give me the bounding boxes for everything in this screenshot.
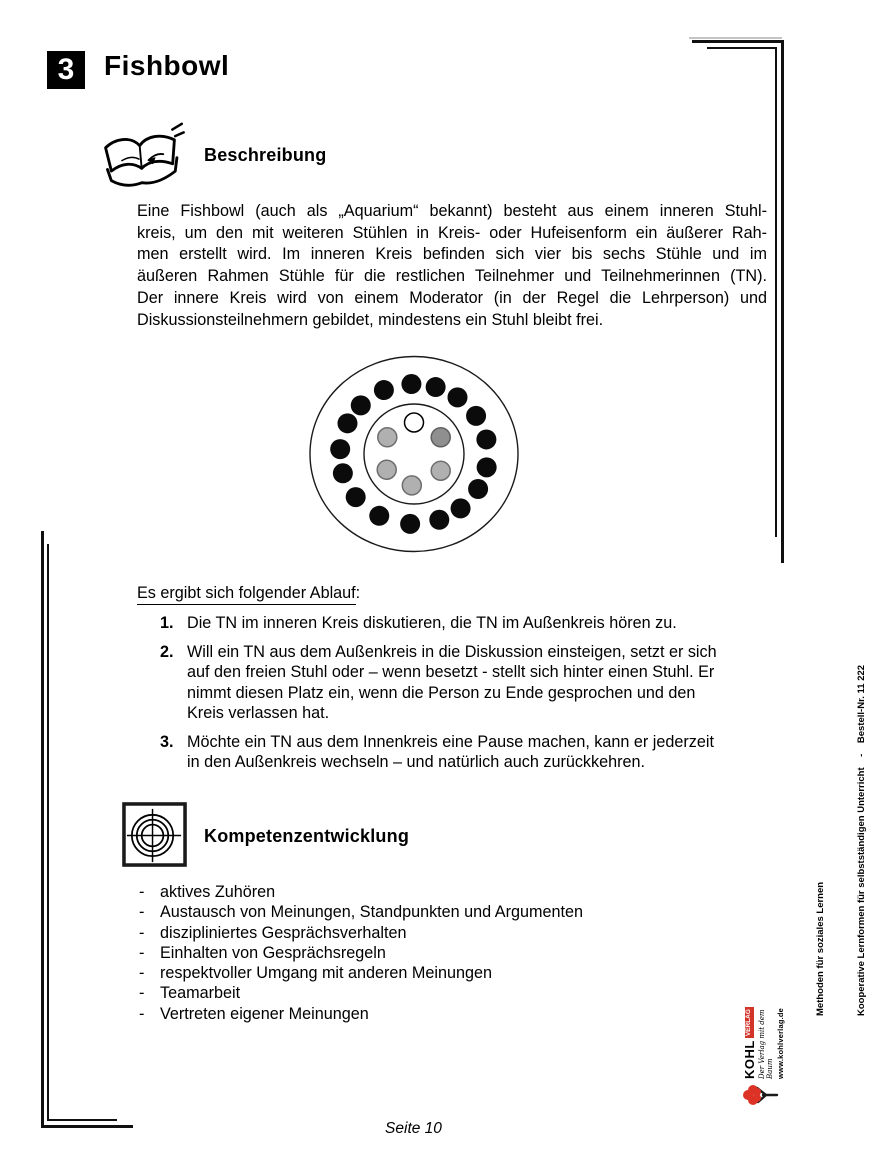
step-text-line: Die TN im inneren Kreis diskutieren, die TN im Außenkreis hören zu.: [187, 614, 677, 632]
bullet-dash: -: [139, 903, 145, 922]
step-text: [187, 642, 769, 724]
paragraph-line: Eine Fishbowl (auch als „Aquarium“ bekannt) besteht aus einem inneren Stuhl-: [137, 202, 767, 220]
outer-seat-dot: [351, 395, 371, 415]
paragraph-line: Der innere Kreis wird von einem Moderator (in der Regel die Lehrperson) und: [137, 288, 767, 307]
sidebar-imprint: [787, 586, 882, 1016]
step-text-line: in den Außenkreis wechseln – und natürlich auch zurückkehren.: [187, 753, 646, 771]
outer-seat-dot: [447, 387, 467, 407]
chapter-number-badge: 3: [47, 51, 85, 89]
step-text-line: Will ein TN aus dem Außenkreis in die Diskussion einsteigen, setzt er sich: [187, 642, 717, 661]
page-number-footer: Seite 10: [385, 1120, 442, 1137]
outer-seat-dot: [346, 487, 366, 507]
step-text: [187, 732, 769, 773]
logo-url: www.kohlverlag.de: [776, 1007, 785, 1079]
paragraph-line: Diskussionsteilnehmern gebildet, mindestens ein Stuhl bleibt frei.: [137, 310, 604, 329]
inner-seat-dot: [402, 476, 421, 495]
competence-item: [137, 943, 583, 963]
logo-tagline: Der Verlag mit dem Baum: [758, 1009, 774, 1079]
outer-seat-dot: [374, 380, 394, 400]
bullet-dash: -: [139, 883, 145, 901]
competence-text: Einhalten von Gesprächsregeln: [160, 943, 386, 962]
outer-seat-dot: [429, 510, 449, 530]
competence-item: [137, 983, 583, 1003]
step-text-line: nimmt diesen Platz ein, wenn die Person zu Ende gesprochen und den: [187, 683, 696, 702]
book-icon: [97, 121, 185, 200]
publisher-logo: [742, 1007, 808, 1108]
corner-line: [692, 40, 784, 43]
competence-item: [137, 902, 583, 922]
ablauf-step: [137, 613, 769, 634]
outer-seat-dot: [401, 374, 421, 394]
inner-seat-dot: [431, 428, 450, 447]
competence-text: Vertreten eigener Meinungen: [160, 1004, 369, 1023]
ablauf-heading-text: Es ergibt sich folgender Ablauf: [137, 584, 356, 605]
kompetenzen-list: [137, 882, 583, 1024]
paragraph-line: äußeren Rahmen Stühle für die restlichen Teilnehmer und Teilnehmerinnen (TN).: [137, 267, 767, 286]
fishbowl-diagram: [300, 341, 530, 572]
free-seat-dot: [405, 413, 424, 432]
inner-seat-dot: [378, 428, 397, 447]
competence-text: aktives Zuhören: [160, 883, 276, 901]
outer-seat-dot: [369, 506, 389, 526]
target-icon: [122, 802, 187, 872]
logo-badge: VERLAG: [745, 1009, 753, 1037]
outer-seat-dot: [333, 463, 353, 483]
ablauf-step: [137, 732, 769, 773]
competence-text: diszipliniertes Gesprächsverhalten: [160, 923, 407, 942]
bullet-dash: -: [139, 964, 145, 983]
corner-line: [47, 544, 49, 1121]
competence-text: respektvoller Umgang mit anderen Meinungen: [160, 964, 493, 983]
competence-item: [137, 1004, 583, 1024]
corner-shadow-line: [689, 37, 782, 39]
ablauf-heading: [137, 584, 360, 603]
paragraph-line: kreis, um den mit weiteren Stühlen in Kreis- oder Hufeisenform ein äußerer Rah-: [137, 223, 767, 242]
step-number: 3.: [160, 732, 174, 751]
outer-seat-dot: [400, 514, 420, 534]
step-text-line: Kreis verlassen hat.: [187, 704, 330, 722]
bullet-dash: -: [139, 923, 145, 942]
competence-item: [137, 923, 583, 943]
bullet-dash: -: [139, 984, 145, 1003]
bullet-dash: -: [139, 1004, 145, 1023]
bullet-dash: -: [139, 943, 145, 962]
inner-seat-dot: [377, 460, 396, 479]
sidebar-subtitle-ordernumber: Kooperative Lernformen für selbstständigen Unterricht - Bestell-Nr. 11 222: [855, 664, 867, 1016]
sidebar-series-title: Methoden für soziales Lernen: [815, 881, 826, 1016]
paragraph-line: men erstellt wird. Im inneren Kreis befinden sich vier bis sechs Stühle und im: [137, 245, 767, 264]
outer-seat-dot: [466, 406, 486, 426]
ablauf-list: [137, 613, 769, 781]
ablauf-heading-colon: :: [355, 584, 361, 602]
corner-line: [775, 47, 777, 537]
beschreibung-heading: Beschreibung: [204, 145, 327, 165]
page-title: Fishbowl: [104, 50, 230, 81]
tree-icon: [742, 1082, 778, 1108]
step-text-line: Möchte ein TN aus dem Innenkreis eine Pause machen, kann er jederzeit: [187, 732, 714, 751]
outer-seat-dot: [451, 498, 471, 518]
beschreibung-paragraph: [137, 201, 767, 331]
step-text-line: auf den freien Stuhl oder – wenn besetzt - stellt sich hinter einen Stuhl. Er: [187, 663, 715, 681]
outer-seat-dot: [477, 457, 497, 477]
outer-seat-dot: [476, 429, 496, 449]
outer-seat-dot: [337, 413, 357, 433]
kompetenzen-heading: Kompetenzentwicklung: [204, 826, 410, 846]
corner-line: [41, 531, 44, 1128]
corner-line: [707, 47, 777, 49]
competence-item: [137, 882, 583, 902]
outer-seat-dot: [426, 377, 446, 397]
competence-text: Austausch von Meinungen, Standpunkten und Argumenten: [160, 903, 583, 922]
ablauf-step: [137, 642, 769, 724]
competence-item: [137, 963, 583, 983]
competence-text: Teamarbeit: [160, 984, 241, 1003]
corner-line: [781, 40, 784, 563]
outer-seat-dot: [330, 439, 350, 459]
step-text: [187, 613, 769, 634]
outer-seat-dot: [468, 479, 488, 499]
logo-name: KOHL: [742, 1040, 757, 1079]
step-number: 2.: [160, 642, 174, 661]
step-number: 1.: [160, 614, 174, 632]
inner-seat-dot: [431, 461, 450, 480]
